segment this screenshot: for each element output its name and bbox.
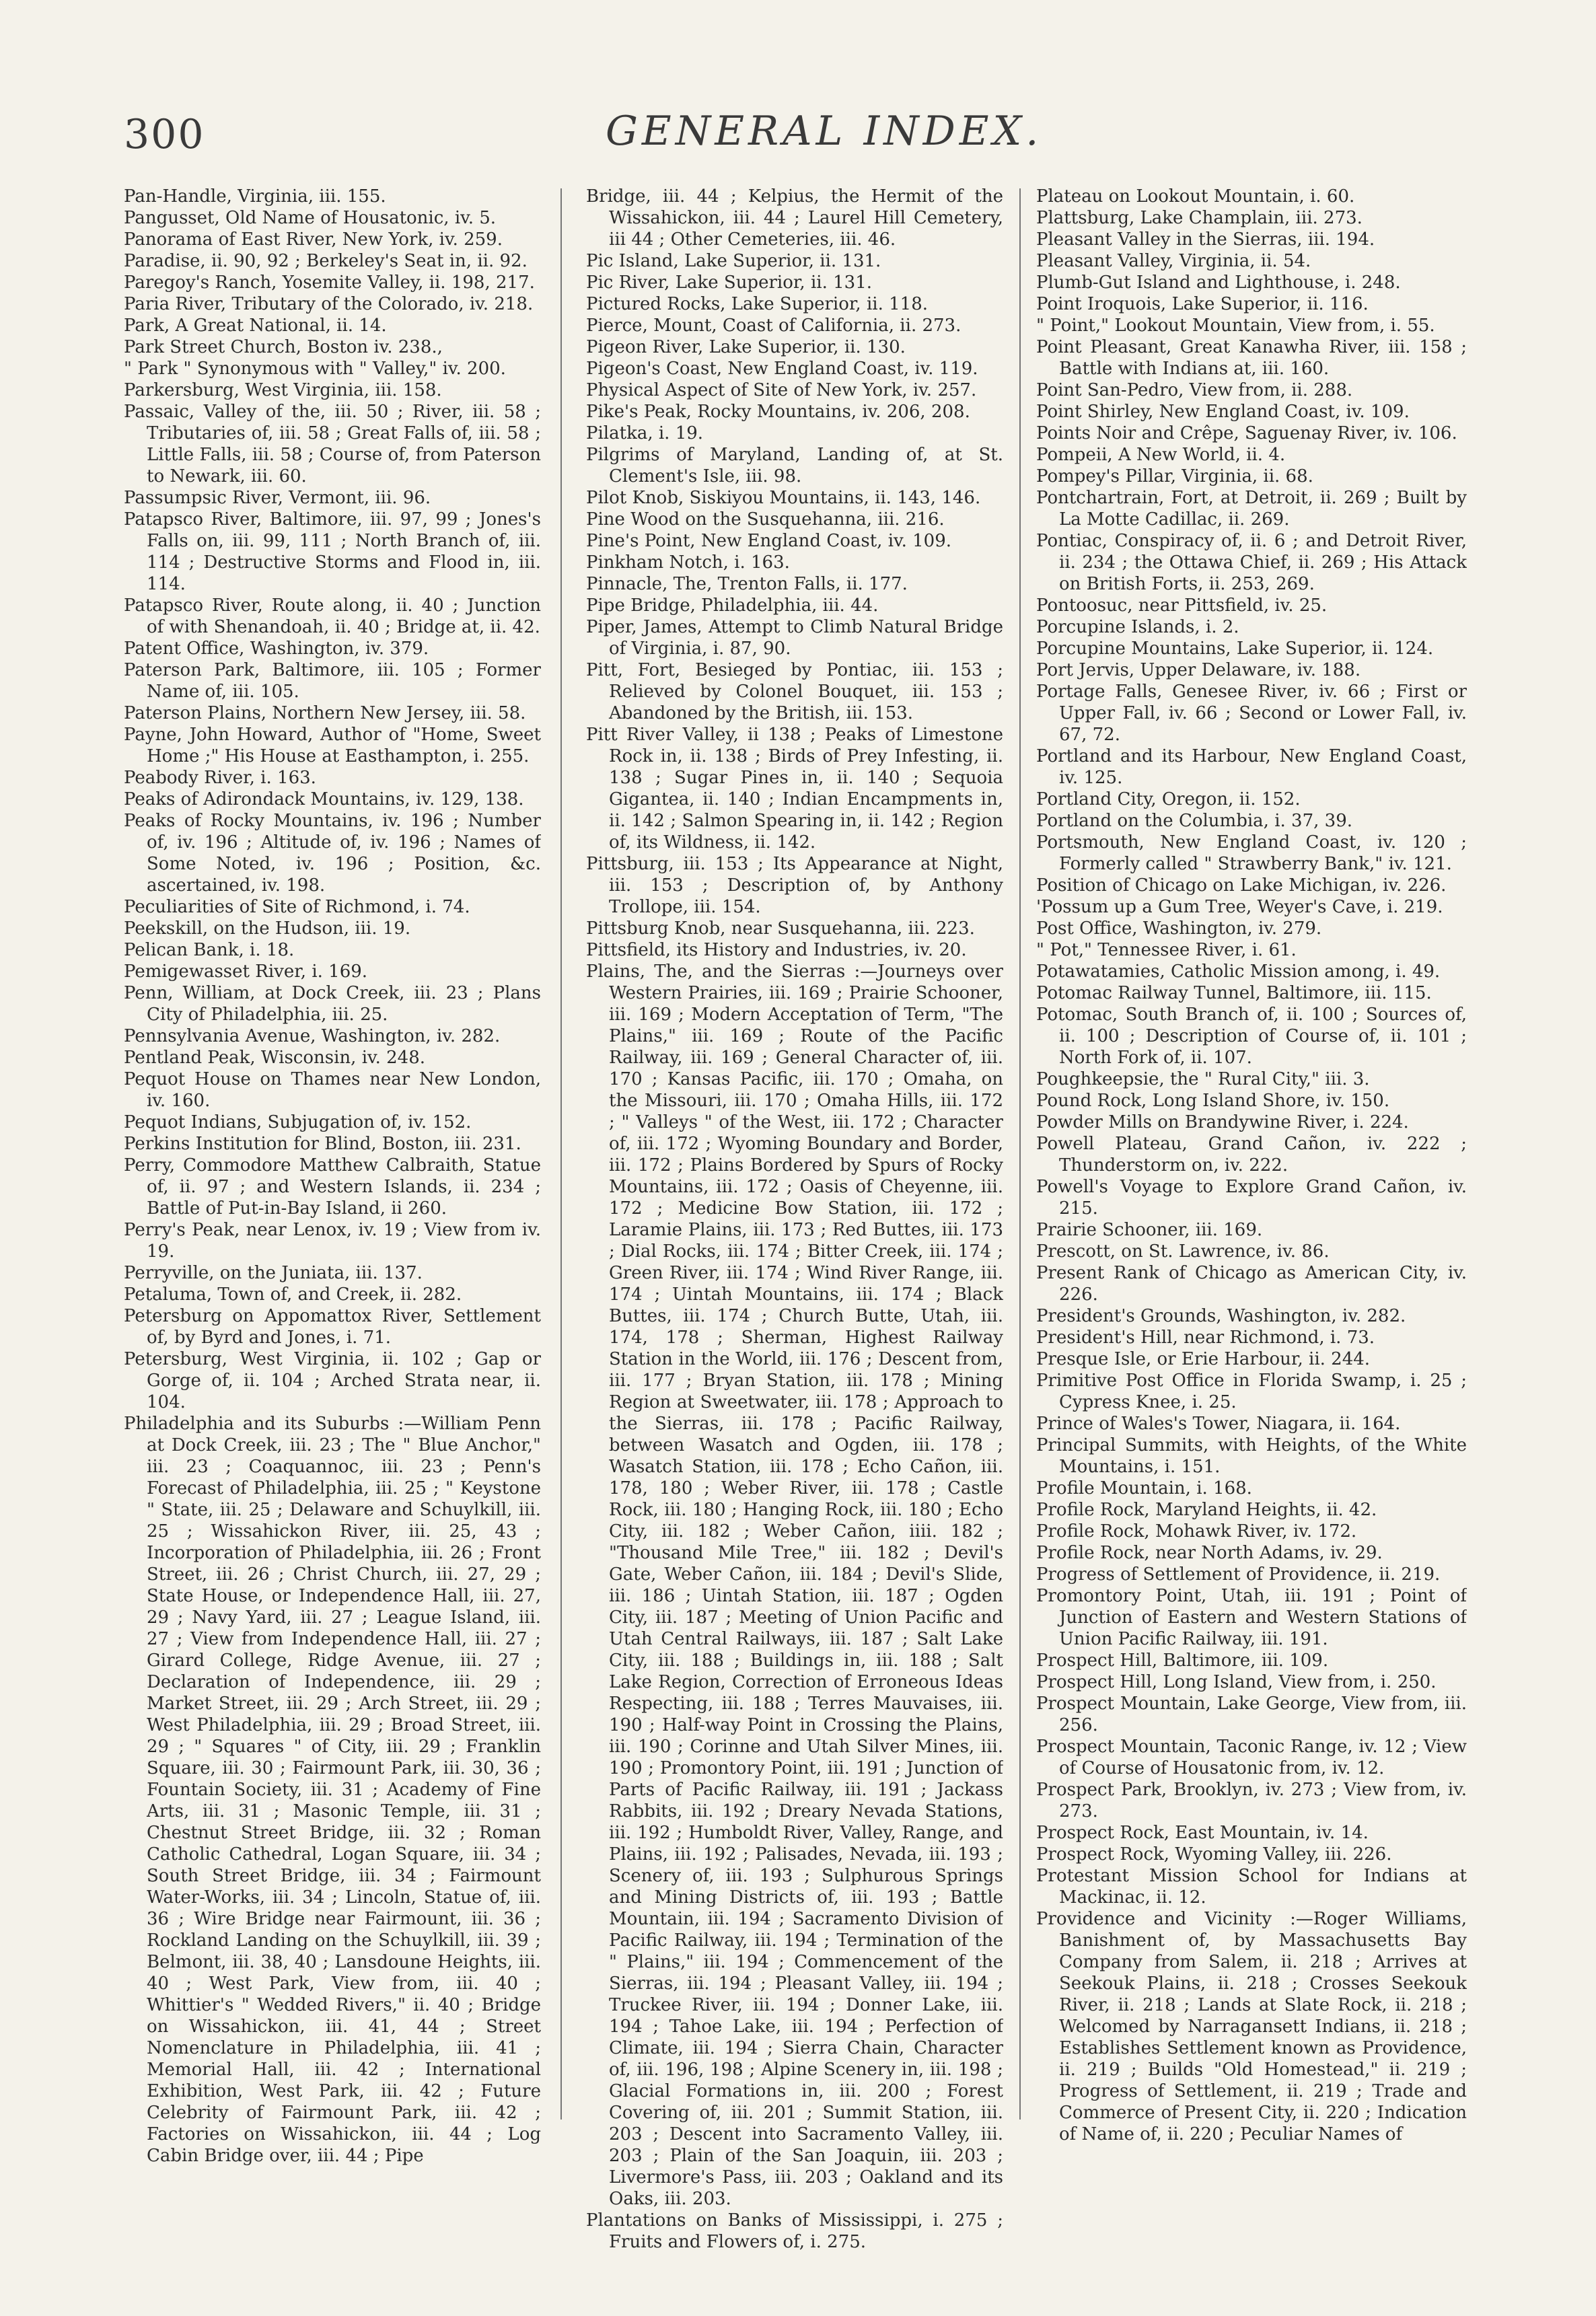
index-entry: Pound Rock, Long Island Shore, iv. 150.: [1036, 1091, 1390, 1111]
index-entry: " Pot," Tennessee River, i. 61.: [1036, 940, 1297, 960]
index-entry: Petaluma, Town of, and Creek, ii. 282.: [124, 1284, 462, 1305]
index-entry: Physical Aspect of Site of New York, iv. 257.: [586, 380, 977, 400]
index-entry: Port Jervis, Upper Delaware, iv. 188.: [1036, 660, 1361, 680]
index-entry: Pittsburg Knob, near Susquehanna, iii. 223.: [586, 918, 975, 939]
index-entry: Potomac Railway Tunnel, Baltimore, iii. 115.: [1036, 983, 1432, 1003]
index-entry: Pine Wood on the Susquehanna, iii. 216.: [586, 509, 945, 530]
index-entry: Prospect Park, Brooklyn, iv. 273 ; View from, iv. 273.: [1036, 1780, 1467, 1821]
index-entry: Principal Summits, with Heights, of the White Mountains, i. 151.: [1036, 1435, 1467, 1477]
index-entry: Pilgrims of Maryland, Landing of, at St. Clement's Isle, iii. 98.: [586, 445, 1003, 486]
index-entry: Pike's Peak, Rocky Mountains, iv. 206, 208.: [586, 402, 970, 422]
index-entry: Promontory Point, Utah, iii. 191 ; Point of Junction of Eastern and Western Stations of Union Pacific Railway, iii. 191.: [1036, 1586, 1467, 1649]
index-entry: Presque Isle, or Erie Harbour, ii. 244.: [1036, 1349, 1371, 1369]
index-entry: Point Shirley, New England Coast, iv. 109.: [1036, 402, 1410, 422]
index-entry: Patapsco River, Baltimore, iii. 97, 99 ; Jones's Falls on, iii. 99, 111 ; North Branch of, iii. 114 ; Destructive Storms and Flood in, iii. 114.: [124, 509, 541, 594]
page-number: 300: [124, 111, 205, 158]
index-entry: Potomac, South Branch of, ii. 100 ; Sources of, ii. 100 ; Description of Course of, ii. 101 ; North Fork of, ii. 107.: [1036, 1005, 1467, 1068]
index-entry: Pelican Bank, i. 18.: [124, 940, 295, 960]
index-entry: Pinnacle, The, Trenton Falls, ii. 177.: [586, 574, 908, 594]
index-entry: Passaic, Valley of the, iii. 50 ; River, iii. 58 ; Tributaries of, iii. 58 ; Great Falls of, iii. 58 ; Little Falls, iii. 58 ; Course of, from Paterson to Newark, iii. 60.: [124, 402, 541, 486]
index-entry: Paradise, ii. 90, 92 ; Berkeley's Seat in, ii. 92.: [124, 251, 528, 271]
index-entry: Penn, William, at Dock Creek, iii. 23 ; Plans City of Philadelphia, iii. 25.: [124, 983, 541, 1025]
index-entry: Pigeon's Coast, New England Coast, iv. 119.: [586, 359, 978, 379]
index-entry: Primitive Post Office in Florida Swamp, i. 25 ; Cypress Knee, i. 25.: [1036, 1371, 1467, 1412]
index-entry: Patapsco River, Route along, ii. 40 ; Junction of with Shenandoah, ii. 40 ; Bridge at, ii. 42.: [124, 595, 541, 637]
index-entry: Pipe Bridge, Philadelphia, iii. 44.: [586, 595, 879, 616]
index-entry: Points Noir and Crêpe, Saguenay River, iv. 106.: [1036, 423, 1457, 443]
index-entry: Bridge, iii. 44 ; Kelpius, the Hermit of the Wissahickon, iii. 44 ; Laurel Hill Cemetery, iii 44 ; Other Cemeteries, iii. 46.: [586, 186, 1003, 250]
index-entry: Portland City, Oregon, ii. 152.: [1036, 789, 1301, 809]
index-entry: Point San-Pedro, View from, ii. 288.: [1036, 380, 1353, 400]
index-entry: Pine's Point, New England Coast, iv. 109.: [586, 531, 952, 551]
index-entry: Pontoosuc, near Pittsfield, iv. 25.: [1036, 595, 1328, 616]
index-entry: Pequot Indians, Subjugation of, iv. 152.: [124, 1112, 472, 1132]
index-entry: Perkins Institution for Blind, Boston, iii. 231.: [124, 1134, 521, 1154]
index-entry: Peaks of Rocky Mountains, iv. 196 ; Number of, iv. 196 ; Altitude of, iv. 196 ; Names of Some Noted, iv. 196 ; Position, &c. ascertained, iv. 198.: [124, 811, 541, 896]
index-entry: Pilot Knob, Siskiyou Mountains, ii. 143, 146.: [586, 488, 981, 508]
index-entry: Portsmouth, New England Coast, iv. 120 ; Formerly called " Strawberry Bank," iv. 121.: [1036, 832, 1467, 874]
index-entry: Pic River, Lake Superior, ii. 131.: [586, 273, 873, 293]
index-column-middle: [586, 186, 1003, 2285]
index-entry: Plattsburg, Lake Champlain, iii. 273.: [1036, 208, 1363, 228]
index-entry: Pleasant Valley, Virginia, ii. 54.: [1036, 251, 1311, 271]
index-entry: Plumb-Gut Island and Lighthouse, i. 248.: [1036, 273, 1401, 293]
index-entry: Profile Rock, near North Adams, iv. 29.: [1036, 1543, 1383, 1563]
index-entry: Pontchartrain, Fort, at Detroit, ii. 269 ; Built by La Motte Cadillac, ii. 269.: [1036, 488, 1467, 530]
index-entry: Peabody River, i. 163.: [124, 768, 316, 788]
index-entry: Pequot House on Thames near New London, iv. 160.: [124, 1069, 541, 1111]
index-entry: Paterson Plains, Northern New Jersey, iii. 58.: [124, 703, 526, 723]
index-entry: Piper, James, Attempt to Climb Natural Bridge of Virginia, i. 87, 90.: [586, 617, 1003, 659]
index-column-right: [1036, 186, 1467, 2285]
index-entry: Portage Falls, Genesee River, iv. 66 ; First or Upper Fall, iv. 66 ; Second or Lower Fall, iv. 67, 72.: [1036, 682, 1467, 745]
index-entry: Plains, The, and the Sierras :—Journeys over Western Prairies, iii. 169 ; Prairie Schooner, iii. 169 ; Modern Acceptation of Term, "The Plains," iii. 169 ; Route of the Pacific Railway, iii. 169 ; General Character of, iii. 170 ; Kansas Pacific, iii. 170 ; Omaha, on the Missouri, iii. 170 ; Omaha Hills, iii. 172 ; " Valleys " of the West, iii. 172 ; Character of, iii. 172 ; Wyoming Boundary and Border, iii. 172 ; Plains Bordered by Spurs of Rocky Mountains, iii. 172 ; Oasis of Cheyenne, iii. 172 ; Medicine Bow Station, iii. 172 ; Laramie Plains, iii. 173 ; Red Buttes, iii. 173 ; Dial Rocks, iii. 174 ; Bitter Creek, iii. 174 ; Green River, iii. 174 ; Wind River Range, iii. 174 ; Uintah Mountains, iii. 174 ; Black Buttes, iii. 174 ; Church Butte, Utah, iii. 174, 178 ; Sherman, Highest Railway Station in the World, iii. 176 ; Descent from, iii. 177 ; Bryan Station, iii. 178 ; Mining Region at Sweetwater, iii. 178 ; Approach to the Sierras, iii. 178 ; Pacific Railway, between Wasatch and Ogden, iii. 178 ; Wasatch Station, iii. 178 ; Echo Cañon, iii. 178, 180 ; Weber River, iii. 178 ; Castle Rock, iii. 180 ; Hanging Rock, iii. 180 ; Echo City, iii. 182 ; Weber Cañon, iiii. 182 ; "Thousand Mile Tree," iii. 182 ; Devil's Gate, Weber Cañon, iii. 184 ; Devil's Slide, iii. 186 ; Uintah Station, iii. 187 ; Ogden City, iii. 187 ; Meeting of Union Pacific and Utah Central Railways, iii. 187 ; Salt Lake City, iii. 188 ; Buildings in, iii. 188 ; Salt Lake Region, Correction of Erroneous Ideas Respecting, iii. 188 ; Terres Mauvaises, iii. 190 ; Half-way Point in Crossing the Plains, iii. 190 ; Corinne and Utah Silver Mines, iii. 190 ; Promontory Point, iii. 191 ; Junction of Parts of Pacific Railway, iii. 191 ; Jackass Rabbits, iii. 192 ; Dreary Nevada Stations, iii. 192 ; Humboldt River, Valley, Range, and Plains, iii. 192 ; Palisades, Nevada, iii. 193 ; Scenery of, iii. 193 ; Sulphurous Springs and Mining Districts of, iii. 193 ; Battle Mountain, iii. 194 ; Sacramento Division of Pacific Railway, iii. 194 ; Termination of the " Plains," iii. 194 ; Commencement of the Sierras, iii. 194 ; Pleasant Valley, iii. 194 ; Truckee River, iii. 194 ; Donner Lake, iii. 194 ; Tahoe Lake, iii. 194 ; Perfection of Climate, iii. 194 ; Sierra Chain, Character of, iii. 196, 198 ; Alpine Scenery in, iii. 198 ; Glacial Formations in, iii. 200 ; Forest Covering of, iii. 201 ; Summit Station, iii. 203 ; Descent into Sacramento Valley, iii. 203 ; Plain of the San Joaquin, iii. 203 ; Livermore's Pass, iii. 203 ; Oakland and its Oaks, iii. 203.: [586, 962, 1003, 2209]
index-entry: Providence and Vicinity :—Roger Williams, Banishment of, by Massachusetts Bay Company from Salem, ii. 218 ; Arrives at Seekouk Plains, ii. 218 ; Crosses Seekouk River, ii. 218 ; Lands at Slate Rock, ii. 218 ; Welcomed by Narragansett Indians, ii. 218 ; Establishes Settlement known as Providence, ii. 219 ; Builds "Old Homestead," ii. 219 ; Progress of Settlement, ii. 219 ; Trade and Commerce of Present City, ii. 220 ; Indication of Name of, ii. 220 ; Peculiar Names of: [1036, 1909, 1467, 2144]
index-entry: Pitt, Fort, Besieged by Pontiac, iii. 153 ; Relieved by Colonel Bouquet, iii. 153 ; Abandoned by the British, iii. 153.: [586, 660, 1003, 723]
index-entry: Powell's Voyage to Explore Grand Cañon, iv. 215.: [1036, 1177, 1467, 1219]
index-entry: Profile Rock, Maryland Heights, ii. 42.: [1036, 1500, 1377, 1520]
index-entry: Pentland Peak, Wisconsin, iv. 248.: [124, 1048, 426, 1068]
index-entry: President's Grounds, Washington, iv. 282.: [1036, 1306, 1406, 1326]
index-entry: Powell Plateau, Grand Cañon, iv. 222 ; Thunderstorm on, iv. 222.: [1036, 1134, 1467, 1175]
index-entry: " Park " Synonymous with " Valley," iv. 200.: [124, 359, 506, 379]
index-entry: Point Pleasant, Great Kanawha River, iii. 158 ; Battle with Indians at, iii. 160.: [1036, 337, 1467, 379]
index-entry: Pic Island, Lake Superior, ii. 131.: [586, 251, 881, 271]
index-entry: Prospect Rock, East Mountain, iv. 14.: [1036, 1823, 1369, 1843]
index-entry: Present Rank of Chicago as American City, iv. 226.: [1036, 1263, 1467, 1305]
index-entry: Prospect Rock, Wyoming Valley, iii. 226.: [1036, 1844, 1392, 1865]
index-entry: Perry's Peak, near Lenox, iv. 19 ; View from iv. 19.: [124, 1220, 541, 1262]
index-entry: Plateau on Lookout Mountain, i. 60.: [1036, 186, 1355, 207]
index-entry: Post Office, Washington, iv. 279.: [1036, 918, 1322, 939]
index-entry: Pompeii, A New World, ii. 4.: [1036, 445, 1286, 465]
index-entry: Pontiac, Conspiracy of, ii. 6 ; and Detroit River, ii. 234 ; the Ottawa Chief, ii. 269 ; His Attack on British Forts, ii. 253, 269.: [1036, 531, 1467, 594]
index-entry: Pinkham Notch, i. 163.: [586, 552, 790, 573]
index-entry: President's Hill, near Richmond, i. 73.: [1036, 1328, 1375, 1348]
index-entry: Protestant Mission School for Indians at Mackinac, ii. 12.: [1036, 1866, 1467, 1908]
index-entry: Porcupine Mountains, Lake Superior, ii. 124.: [1036, 639, 1434, 659]
index-entry: Pleasant Valley in the Sierras, iii. 194.: [1036, 229, 1375, 250]
index-entry: Paria River, Tributary of the Colorado, iv. 218.: [124, 294, 534, 314]
index-entry: Prospect Hill, Baltimore, iii. 109.: [1036, 1651, 1329, 1671]
index-entry: Portland on the Columbia, i. 37, 39.: [1036, 811, 1353, 831]
index-entry: Perryville, on the Juniata, iii. 137.: [124, 1263, 423, 1283]
index-column-left: [124, 186, 541, 2285]
index-entry: Powder Mills on Brandywine River, i. 224.: [1036, 1112, 1409, 1132]
page-title: GENERAL INDEX.: [606, 108, 1043, 155]
index-entry: Patent Office, Washington, iv. 379.: [124, 639, 429, 659]
index-entry: Prospect Mountain, Taconic Range, iv. 12 ; View of Course of Housatonic from, iv. 12.: [1036, 1737, 1467, 1778]
index-entry: Porcupine Islands, i. 2.: [1036, 617, 1239, 637]
index-entry: Plantations on Banks of Mississippi, i. 275 ; Fruits and Flowers of, i. 275.: [586, 2210, 1003, 2252]
index-entry: Pemigewasset River, i. 169.: [124, 962, 368, 982]
index-entry: Pierce, Mount, Coast of California, ii. 273.: [586, 316, 962, 336]
index-entry: Parkersburg, West Virginia, iii. 158.: [124, 380, 442, 400]
index-entry: Petersburg, West Virginia, ii. 102 ; Gap or Gorge of, ii. 104 ; Arched Strata near, ii. 104.: [124, 1349, 541, 1412]
index-entry: Potawatamies, Catholic Mission among, i. 49.: [1036, 962, 1441, 982]
index-entry: Pittsburg, iii. 153 ; Its Appearance at Night, iii. 153 ; Description of, by Anthony Trollope, iii. 154.: [586, 854, 1003, 917]
index-entry: Pictured Rocks, Lake Superior, ii. 118.: [586, 294, 929, 314]
index-entry: Prince of Wales's Tower, Niagara, ii. 164.: [1036, 1414, 1401, 1434]
index-entry: " Point," Lookout Mountain, View from, i. 55.: [1036, 316, 1435, 336]
index-entry: Poughkeepsie, the " Rural City," iii. 3.: [1036, 1069, 1370, 1089]
index-entry: Profile Rock, Mohawk River, iv. 172.: [1036, 1521, 1357, 1542]
index-entry: Panorama of East River, New York, iv. 259.: [124, 229, 503, 250]
index-entry: Point Iroquois, Lake Superior, ii. 116.: [1036, 294, 1369, 314]
index-entry: Pangusset, Old Name of Housatonic, iv. 5.: [124, 208, 497, 228]
index-entry: Park, A Great National, ii. 14.: [124, 316, 387, 336]
index-entry: 'Possum up a Gum Tree, Weyer's Cave, i. 219.: [1036, 897, 1443, 917]
column-divider: [1019, 188, 1021, 2120]
index-entry: Pompey's Pillar, Virginia, ii. 68.: [1036, 466, 1313, 486]
index-entry: Prospect Hill, Long Island, View from, i. 250.: [1036, 1672, 1437, 1692]
index-entry: Prairie Schooner, iii. 169.: [1036, 1220, 1263, 1240]
index-entry: Petersburg on Appomattox River, Settlement of, by Byrd and Jones, i. 71.: [124, 1306, 541, 1348]
index-entry: Payne, John Howard, Author of "Home, Sweet Home ;" His House at Easthampton, i. 255.: [124, 725, 541, 766]
index-entry: Profile Mountain, i. 168.: [1036, 1478, 1252, 1498]
index-entry: Prospect Mountain, Lake George, View from, iii. 256.: [1036, 1694, 1467, 1735]
index-entry: Portland and its Harbour, New England Coast, iv. 125.: [1036, 746, 1467, 788]
index-entry: Position of Chicago on Lake Michigan, iv. 226.: [1036, 875, 1447, 896]
index-entry: Peekskill, on the Hudson, iii. 19.: [124, 918, 411, 939]
index-entry: Prescott, on St. Lawrence, iv. 86.: [1036, 1241, 1330, 1262]
index-entry: Perry, Commodore Matthew Calbraith, Statue of, ii. 97 ; and Western Islands, ii. 234 ; Battle of Put-in-Bay Island, ii 260.: [124, 1155, 541, 1219]
index-entry: Passumpsic River, Vermont, iii. 96.: [124, 488, 431, 508]
index-entry: Park Street Church, Boston iv. 238.,: [124, 337, 443, 357]
index-entry: Pilatka, i. 19.: [586, 423, 704, 443]
index-entry: Paterson Park, Baltimore, iii. 105 ; Former Name of, iii. 105.: [124, 660, 541, 702]
index-entry: Pittsfield, its History and Industries, iv. 20.: [586, 940, 967, 960]
index-entry: Paregoy's Ranch, Yosemite Valley, ii. 198, 217.: [124, 273, 535, 293]
column-divider: [560, 188, 562, 2120]
index-entry: Pennsylvania Avenue, Washington, iv. 282.: [124, 1026, 501, 1046]
index-entry: Peaks of Adirondack Mountains, iv. 129, 138.: [124, 789, 524, 809]
index-entry: Pan-Handle, Virginia, iii. 155.: [124, 186, 386, 207]
index-entry: Progress of Settlement of Providence, ii. 219.: [1036, 1564, 1441, 1585]
index-entry: Philadelphia and its Suburbs :—William Penn at Dock Creek, iii. 23 ; The " Blue Anchor," iii. 23 ; Coaquannoc, iii. 23 ; Penn's Forecast of Philadelphia, iii. 25 ; " Keystone " State, iii. 25 ; Delaware and Schuylkill, iii. 25 ; Wissahickon River, iii. 25, 43 ; Incorporation of Philadelphia, iii. 26 ; Front Street, iii. 26 ; Christ Church, iii. 27, 29 ; State House, or Independence Hall, iii. 27, 29 ; Navy Yard, iii. 27 ; League Island, iii. 27 ; View from Independence Hall, iii. 27 ; Girard College, Ridge Avenue, iii. 27 ; Declaration of Independence, iii. 29 ; Market Street, iii. 29 ; Arch Street, iii. 29 ; West Philadelphia, iii. 29 ; Broad Street, iii. 29 ; " Squares " of City, iii. 29 ; Franklin Square, iii. 30 ; Fairmount Park, iii. 30, 36 ; Fountain Society, iii. 31 ; Academy of Fine Arts, iii. 31 ; Masonic Temple, iii. 31 ; Chestnut Street Bridge, iii. 32 ; Roman Catholic Cathedral, Logan Square, iii. 34 ; South Street Bridge, iii. 34 ; Fairmount Water-Works, iii. 34 ; Lincoln, Statue of, iii. 36 ; Wire Bridge near Fairmount, iii. 36 ; Rockland Landing on the Schuylkill, iii. 39 ; Belmont, iii. 38, 40 ; Lansdoune Heights, iii. 40 ; West Park, View from, iii. 40 ; Whittier's " Wedded Rivers," ii. 40 ; Bridge on Wissahickon, iii. 41, 44 ; Street Nomenclature in Philadelphia, iii. 41 ; Memorial Hall, iii. 42 ; International Exhibition, West Park, iii. 42 ; Future Celebrity of Fairmount Park, iii. 42 ; Factories on Wissahickon, iii. 44 ; Log Cabin Bridge over, iii. 44 ; Pipe: [124, 1414, 541, 2166]
index-entry: Pitt River Valley, ii 138 ; Peaks of Limestone Rock in, ii. 138 ; Birds of Prey Infesting, ii. 138 ; Sugar Pines in, ii. 140 ; Sequoia Gigantea, ii. 140 ; Indian Encampments in, ii. 142 ; Salmon Spearing in, ii. 142 ; Region of, its Wildness, ii. 142.: [586, 725, 1003, 853]
index-entry: Pigeon River, Lake Superior, ii. 130.: [586, 337, 906, 357]
index-entry: Peculiarities of Site of Richmond, i. 74.: [124, 897, 470, 917]
